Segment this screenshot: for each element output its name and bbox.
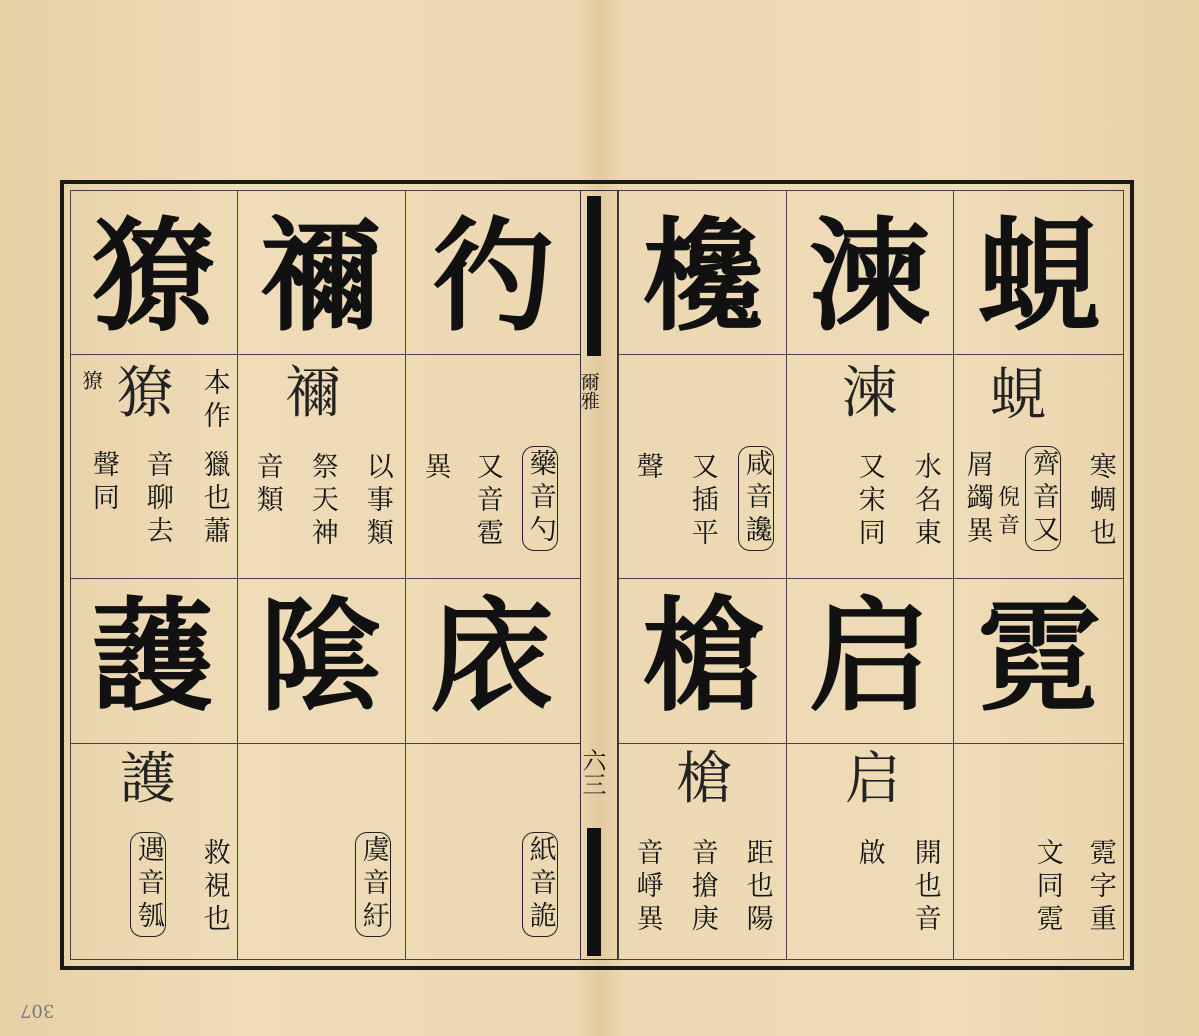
gloss-note: 文同霓 [1031,838,1063,937]
headword: 庡 [432,584,554,728]
gloss-note: 齊音又 [1025,446,1061,551]
gloss-note: 霓字重 [1084,838,1116,937]
gloss-note: 寒蜩也 [1084,452,1116,551]
gloss-note: 藥音勺 [522,446,558,551]
gloss-note: 音類 [251,452,283,518]
gloss-note: 倪音 [994,485,1020,541]
gloss-note: 聲同 [87,450,119,516]
headword: 彴 [432,204,554,348]
gloss-note: 咸音讒 [738,446,774,551]
gloss-note: 距也陽 [741,838,773,937]
gloss-note: 又音雹 [471,452,503,551]
headword: 槍 [642,584,764,728]
gloss-note: 水名東 [909,452,941,551]
headword: 霓 [978,584,1100,728]
gloss-note: 音聊去 [141,450,173,549]
gloss-note: 又宋同 [853,452,885,551]
gloss-note: 音崢異 [631,838,663,937]
headword: 隂 [260,584,382,728]
book-title: 爾雅 [577,372,600,410]
seal-script-form: 禰 [285,361,341,426]
gloss-note: 遇音瓠 [130,832,166,937]
gloss-note: 祭天神 [306,452,338,551]
gloss-note: 紙音詭 [522,832,558,937]
lower-fish-tail-bar [587,828,601,956]
seal-script-form: 蜆 [990,363,1046,428]
gloss-note: 救視也 [198,838,230,937]
page-number: 六三 [578,748,606,796]
seal-script-form: 湅 [842,361,898,426]
variant-form: 獠 [79,370,103,390]
seal-script-form: 護 [120,747,176,812]
gloss-note: 開也音 [909,838,941,937]
headword: 启 [809,584,931,728]
seal-script-form: 獠 [117,361,173,426]
gloss-note: 本作 [198,368,230,434]
headword: 欃 [642,204,764,348]
headword: 湅 [809,204,931,348]
margin-page-mark: 307 [20,1000,55,1021]
upper-fish-tail-bar [587,196,601,356]
headword: 獠 [92,204,214,348]
gloss-note: 音搶庚 [686,838,718,937]
gloss-note: 以事類 [361,452,393,551]
gloss-note: 獵也蕭 [198,450,230,549]
seal-script-form: 槍 [676,747,732,812]
headword: 䕶 [92,584,214,728]
gloss-note: 又插平 [686,452,718,551]
gloss-note: 啟 [853,838,885,871]
gloss-note: 屑蠲異 [961,450,993,549]
headword: 蜆 [978,204,1100,348]
gloss-note: 虞音紆 [355,832,391,937]
headword: 禰 [260,204,382,348]
gloss-note: 聲 [631,452,663,485]
seal-script-form: 启 [845,747,901,812]
gloss-note: 異 [419,452,451,485]
